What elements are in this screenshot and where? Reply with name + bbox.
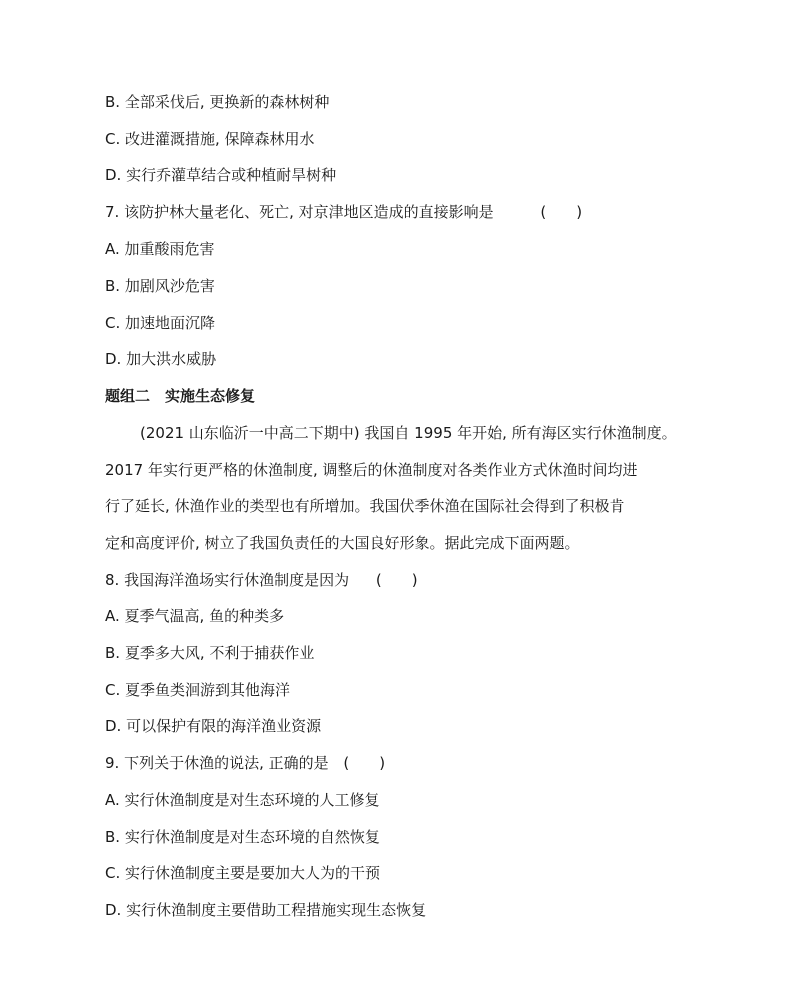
- q9-option-b: B. 实行休渔制度是对生态环境的自然恢复: [105, 828, 380, 846]
- q8-option-d: D. 可以保护有限的海洋渔业资源: [105, 717, 322, 735]
- q6-option-d: D. 实行乔灌草结合或种植耐旱树种: [105, 166, 337, 184]
- q8-answer-paren: ( ): [375, 571, 418, 589]
- q9-option-d: D. 实行休渔制度主要借助工程措施实现生态恢复: [105, 901, 427, 919]
- q8-option-b: B. 夏季多大风, 不利于捕获作业: [105, 644, 315, 662]
- q9-option-a: A. 实行休渔制度是对生态环境的人工修复: [105, 791, 380, 809]
- q8-stem-line: [105, 570, 418, 590]
- q6-option-b: B. 全部采伐后, 更换新的森林树种: [105, 93, 330, 111]
- q9-option-c: C. 实行休渔制度主要是要加大人为的干预: [105, 864, 381, 882]
- q8-option-a: A. 夏季气温高, 鱼的种类多: [105, 607, 285, 625]
- passage-line-1: (2021 山东临沂一中高二下期中) 我国自 1995 年开始, 所有海区实行休渔制度。: [140, 424, 677, 442]
- passage-line-3: 行了延长, 休渔作业的类型也有所增加。我国伏季休渔在国际社会得到了积极肯: [105, 497, 625, 515]
- passage-line-2: 2017 年实行更严格的休渔制度, 调整后的休渔制度对各类作业方式休渔时间均进: [105, 461, 638, 479]
- q9-answer-paren: ( ): [343, 754, 386, 772]
- passage-line-4: 定和高度评价, 树立了我国负责任的大国良好形象。据此完成下面两题。: [105, 534, 580, 552]
- section-title: 题组二 实施生态修复: [105, 387, 256, 405]
- q7-option-b: B. 加剧风沙危害: [105, 277, 215, 295]
- q7-option-a: A. 加重酸雨危害: [105, 240, 215, 258]
- q8-stem: 8. 我国海洋渔场实行休渔制度是因为: [105, 571, 350, 589]
- q9-stem-line: [105, 753, 385, 773]
- q7-option-c: C. 加速地面沉降: [105, 314, 216, 332]
- q6-option-c: C. 改进灌溉措施, 保障森林用水: [105, 130, 315, 148]
- q7-option-d: D. 加大洪水威胁: [105, 350, 217, 368]
- q7-stem: 7. 该防护林大量老化、死亡, 对京津地区造成的直接影响是: [105, 203, 494, 221]
- q9-stem: 9. 下列关于休渔的说法, 正确的是: [105, 754, 329, 772]
- q8-option-c: C. 夏季鱼类洄游到其他海洋: [105, 681, 291, 699]
- q7-answer-paren: ( ): [540, 203, 583, 221]
- q7-stem-line: [105, 202, 582, 222]
